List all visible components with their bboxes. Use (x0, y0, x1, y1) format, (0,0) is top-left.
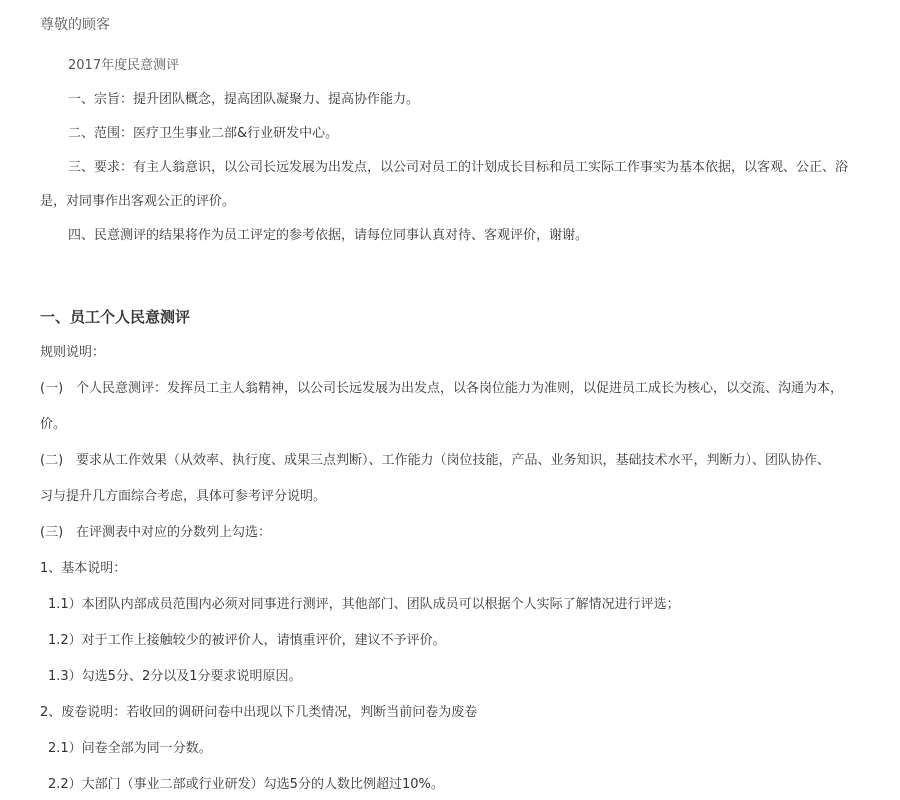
section-heading: 一、员工个人民意测评 (40, 308, 191, 326)
intro-requirement-line2: 是，对同事作出客观公正的评价。 (40, 194, 236, 209)
rule-1-number: (一) (40, 381, 64, 396)
invalid-item: 2.2）大部门（事业二部或行业研发）勾选5分的人数比例超过10%。 (48, 777, 444, 792)
invalid-item: 2.1）问卷全部为同一分数。 (48, 741, 212, 756)
rule-1-text: 个人民意测评：发挥员工主人翁精神，以公司长远发展为出发点，以各岗位能力为准则，以促进员工成长为核心，以交流、沟通为本， (76, 381, 844, 396)
intro-purpose: 一、宗旨：提升团队概念，提高团队凝聚力、提高协作能力。 (68, 92, 420, 107)
basic-item: 1.3）勾选5分、2分以及1分要求说明原因。 (48, 669, 302, 684)
rule-2-line2: 习与提升几方面综合考虑，具体可参考评分说明。 (40, 489, 327, 504)
rule-3-text: 在评测表中对应的分数列上勾选： (76, 525, 272, 540)
intro-result-use: 四、民意测评的结果将作为员工评定的参考依据，请每位同事认真对待、客观评价，谢谢。 (68, 228, 589, 243)
intro-requirement-line1: 三、要求：有主人翁意识，以公司长远发展为出发点，以公司对员工的计划成长目标和员工实际工作事实为基本依据，以客观、公正、浴 (68, 160, 849, 175)
basic-title: 1、基本说明： (40, 561, 127, 576)
rule-2-number: (二) (40, 453, 64, 468)
rule-2-text: 要求从工作效果（从效率、执行度、成果三点判断）、工作能力（岗位技能，产品、业务知识，基础技术水平，判断力）、团队协作、 (76, 453, 831, 468)
basic-item: 1.1）本团队内部成员范围内必须对同事进行测评，其他部门、团队成员可以根据个人实际了解情况进行评选； (48, 597, 680, 612)
rule-2-line1 (40, 451, 830, 471)
survey-title: 2017年度民意测评 (68, 58, 180, 73)
invalid-title: 2、废卷说明：若收回的调研问卷中出现以下几类情况，判断当前问卷为废卷 (40, 705, 478, 720)
rule-3-line1 (40, 523, 271, 543)
intro-scope: 二、范围：医疗卫生事业二部&行业研发中心。 (68, 126, 339, 141)
rule-3-number: (三) (40, 525, 64, 540)
greeting: 尊敬的顾客 (40, 17, 110, 33)
rules-label: 规则说明： (40, 345, 106, 360)
basic-item: 1.2）对于工作上接触较少的被评价人，请慎重评价，建议不予评价。 (48, 633, 446, 648)
rule-1-line1 (40, 379, 843, 399)
rule-1-line2: 价。 (40, 417, 67, 432)
